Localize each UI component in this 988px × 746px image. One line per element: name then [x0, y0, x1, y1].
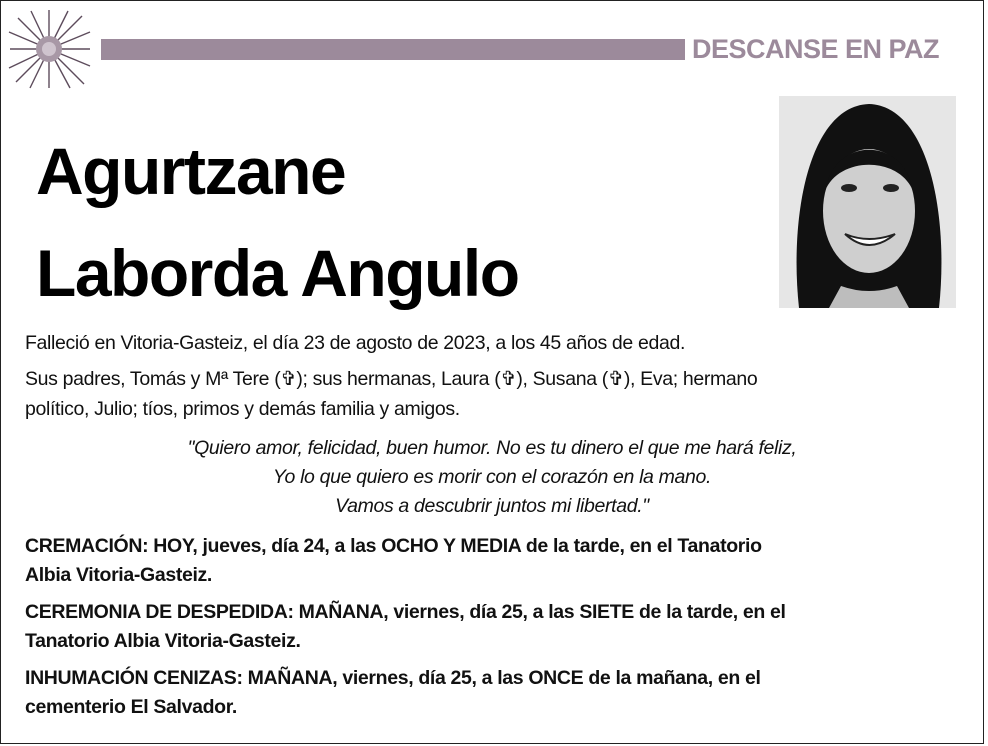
death-notice: Falleció en Vitoria-Gasteiz, el día 23 de agosto de 2023, a los 45 años de edad.: [25, 332, 686, 354]
quote-line-3: Vamos a descubrir juntos mi libertad.": [335, 495, 649, 517]
quote-line-1: "Quiero amor, felicidad, buen humor. No es tu dinero el que me hará feliz,: [187, 437, 797, 459]
portrait-photo: [779, 96, 956, 308]
first-name: Agurtzane: [36, 134, 346, 208]
surnames: Laborda Angulo: [36, 236, 519, 310]
family-line-1: Sus padres, Tomás y Mª Tere (✞); sus hermanas, Laura (✞), Susana (✞), Eva; hermano: [25, 368, 758, 390]
header-bar: [101, 39, 685, 60]
cremation-line-1: CREMACIÓN: HOY, jueves, día 24, a las OCHO Y MEDIA de la tarde, en el Tanatorio: [25, 535, 762, 557]
rest-in-peace-banner: DESCANSE EN PAZ: [692, 34, 940, 64]
cremation-line-2: Albia Vitoria-Gasteiz.: [25, 564, 212, 586]
family-line-2: político, Julio; tíos, primos y demás familia y amigos.: [25, 398, 460, 420]
ceremony-line-2: Tanatorio Albia Vitoria-Gasteiz.: [25, 630, 301, 652]
quote-line-2: Yo lo que quiero es morir con el corazón en la mano.: [272, 466, 712, 488]
inhumation-line-2: cementerio El Salvador.: [25, 696, 237, 718]
inhumation-line-1: INHUMACIÓN CENIZAS: MAÑANA, viernes, día 25, a las ONCE de la mañana, en el: [25, 667, 761, 689]
ceremony-line-1: CEREMONIA DE DESPEDIDA: MAÑANA, viernes, día 25, a las SIETE de la tarde, en el: [25, 601, 786, 623]
thistle-flower-icon: [6, 8, 92, 90]
